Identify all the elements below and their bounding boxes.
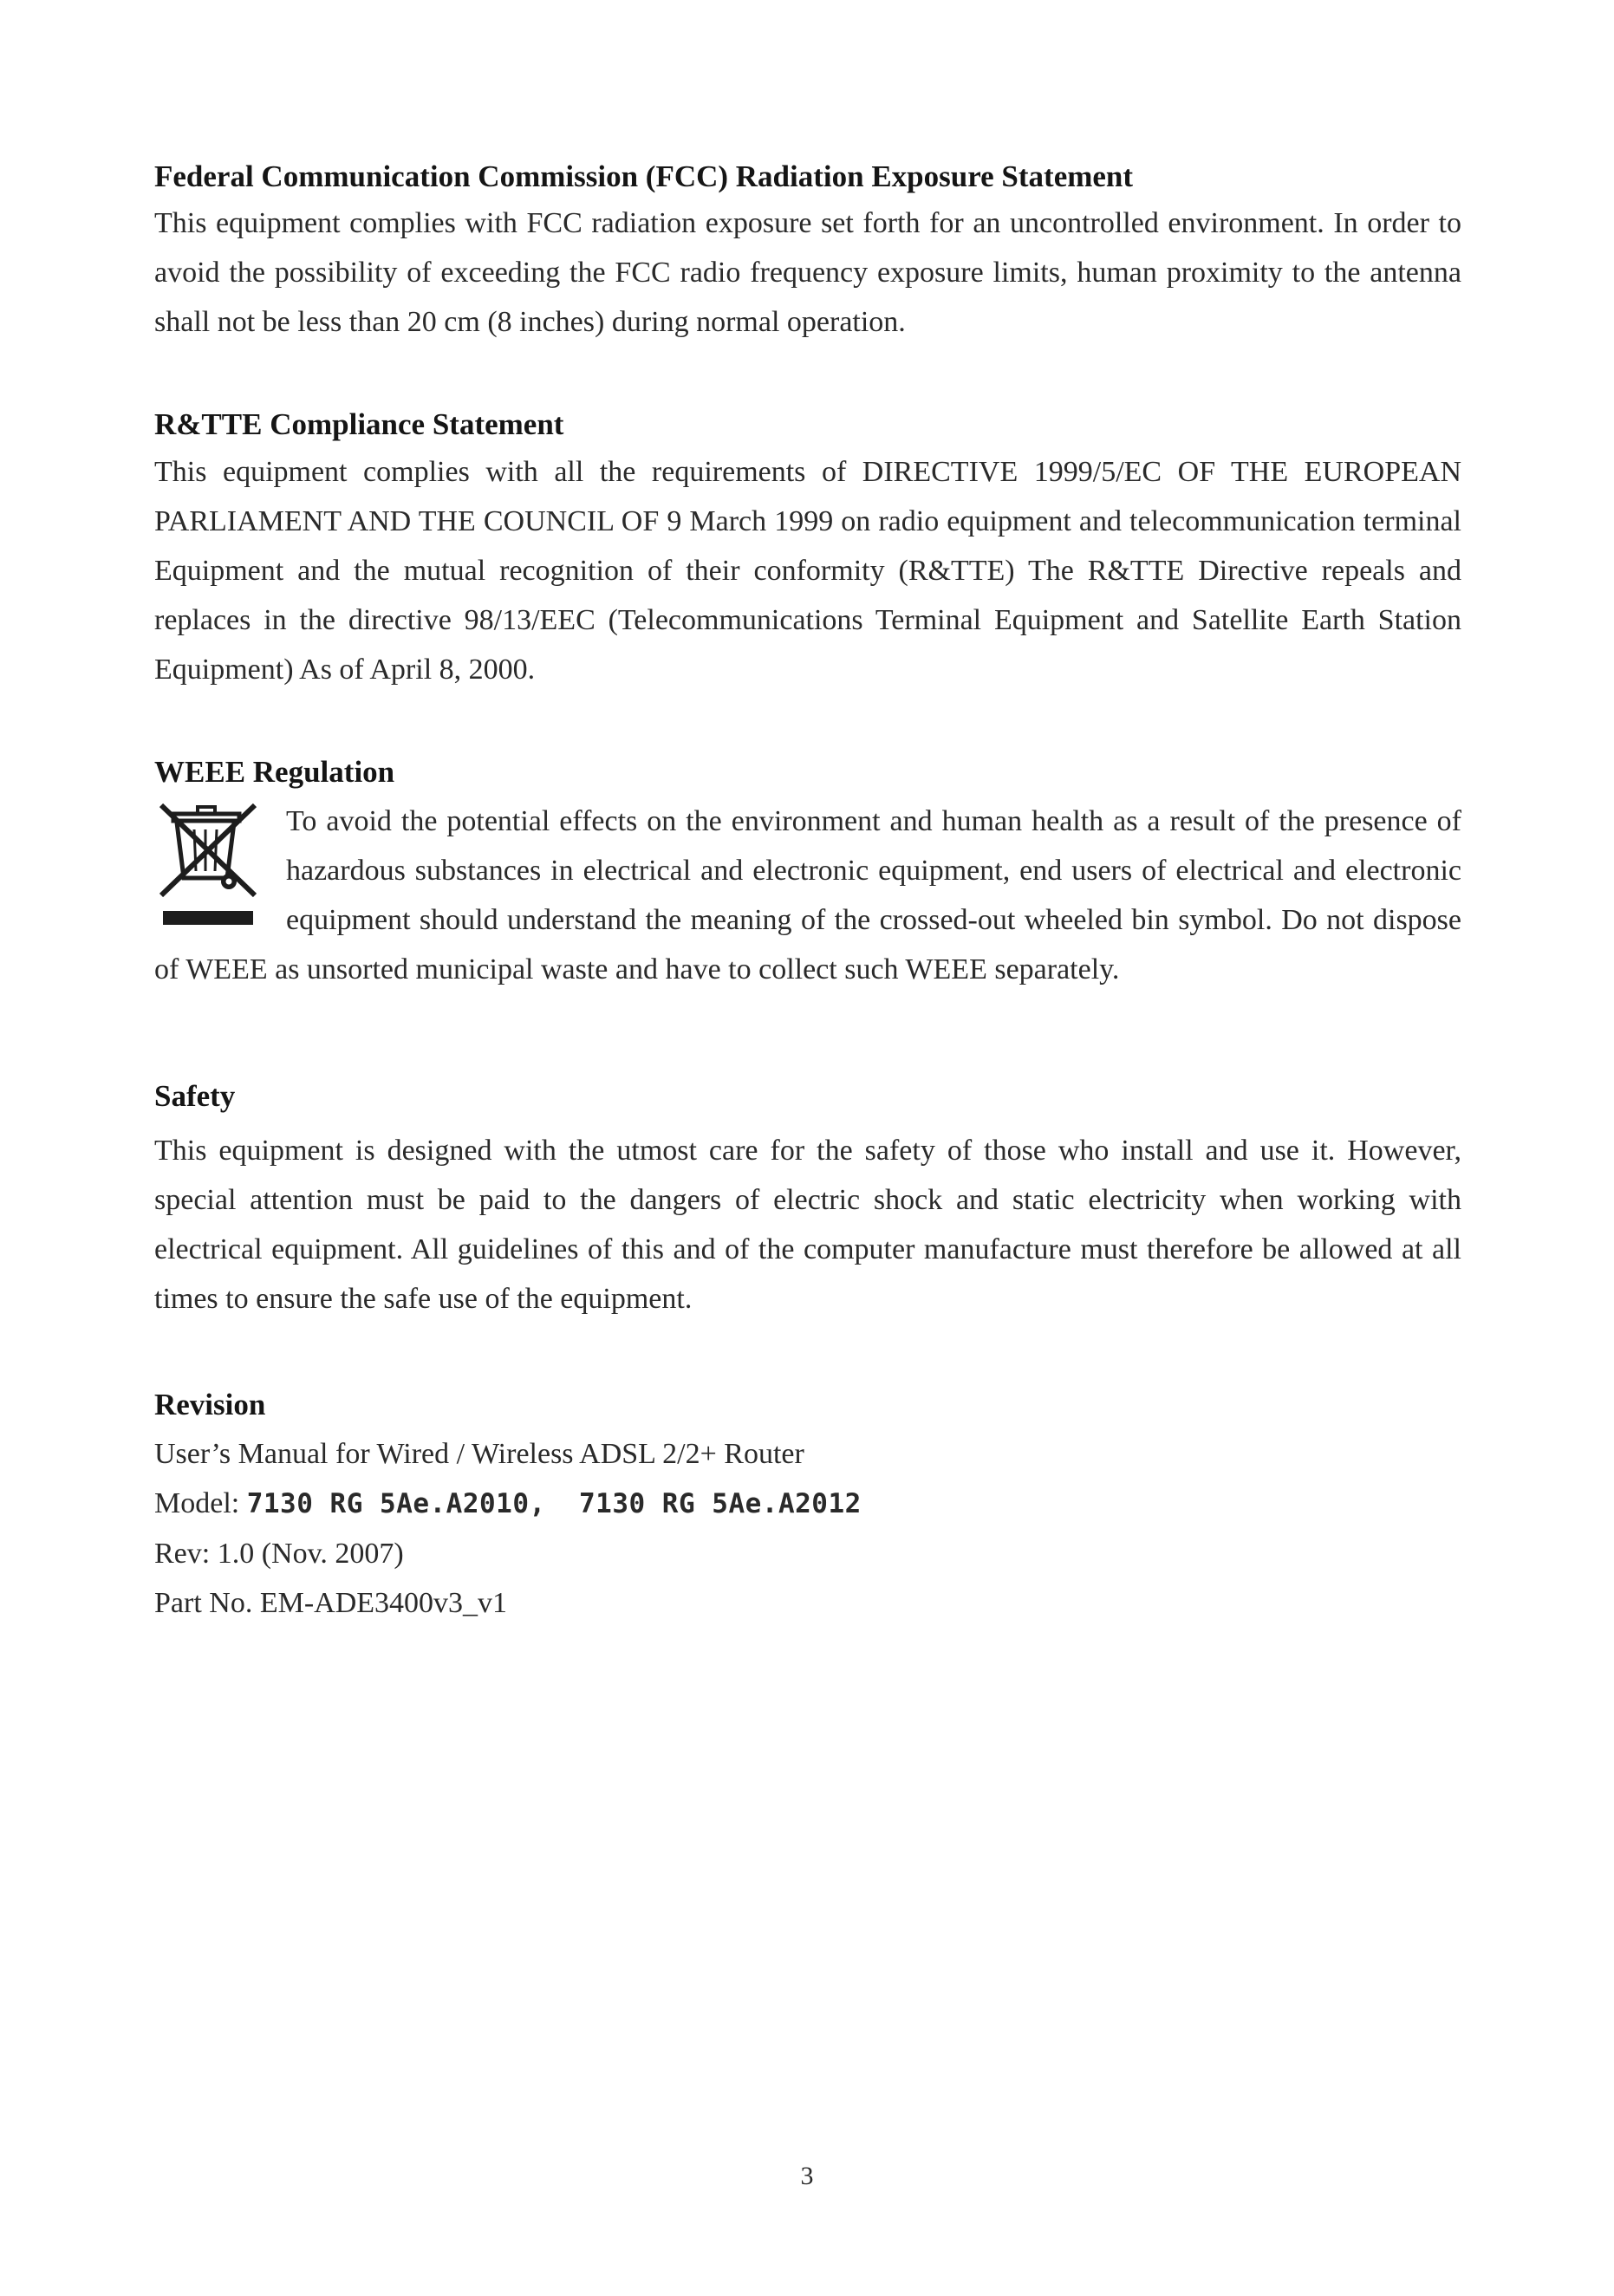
rtte-body: This equipment complies with all the requirements of DIRECTIVE 1999/5/EC OF THE EUROPEAN PARLIAMENT AND THE COUNCIL OF 9 March 1999 on radio equipment and telecommunication terminal Equipment and the mutual recognition of their conformity (R&TTE) The R&TTE Directive repeals and replaces in the directive 98/13/EEC (Telecommunications Terminal Equipment and Satellite Earth Station Equipment) As of April 8, 2000. <box>154 456 1461 686</box>
revision-model <box>154 1479 1461 1529</box>
safety-section <box>154 1077 1461 1324</box>
revision-section <box>154 1386 1461 1628</box>
document-page <box>154 158 1461 1628</box>
fcc-section <box>154 158 1461 347</box>
revision-part-no: Part No. EM-ADE3400v3_v1 <box>154 1587 508 1619</box>
model-value: 7130 RG 5Ae.A2010, 7130 RG 5Ae.A2012 <box>246 1488 862 1519</box>
safety-body: This equipment is designed with the utmost care for the safety of those who install and use it. However, special attention must be paid to the dangers of electric shock and static electricity when working with electrical equipment. All guidelines of this and of the computer manufacture must therefore be allowed at all times to ensure the safe use of the equipment. <box>154 1135 1461 1315</box>
crossed-out-wheeled-bin-icon <box>154 798 265 928</box>
weee-heading: WEEE Regulation <box>154 755 395 789</box>
rtte-section <box>154 406 1461 694</box>
weee-body: To avoid the potential effects on the environment and human health as a result of the presence of hazardous substances in electrical and electronic equipment, end users of electrical and electronic equipment should understand the meaning of the crossed-out wheeled bin symbol. Do not dispose of WEEE as unsorted municipal waste and have to collect such WEEE separately. <box>154 805 1461 985</box>
weee-block <box>154 797 1461 994</box>
revision-rev: Rev: 1.0 (Nov. 2007) <box>154 1538 404 1570</box>
fcc-heading: Federal Communication Commission (FCC) Radiation Exposure Statement <box>154 159 1134 193</box>
safety-heading: Safety <box>154 1079 236 1113</box>
revision-heading: Revision <box>154 1388 266 1421</box>
weee-section <box>154 753 1461 994</box>
page-number: 3 <box>800 2162 814 2190</box>
model-label: Model: <box>154 1487 247 1519</box>
revision-manual: User’s Manual for Wired / Wireless ADSL 2/2+ Router <box>154 1438 804 1470</box>
fcc-body: This equipment complies with FCC radiation exposure set forth for an uncontrolled environment. In order to avoid the possibility of exceeding the FCC radio frequency exposure limits, human proximity to the antenna shall not be less than 20 cm (8 inches) during normal operation. <box>154 207 1461 338</box>
rtte-heading: R&TTE Compliance Statement <box>154 407 564 441</box>
